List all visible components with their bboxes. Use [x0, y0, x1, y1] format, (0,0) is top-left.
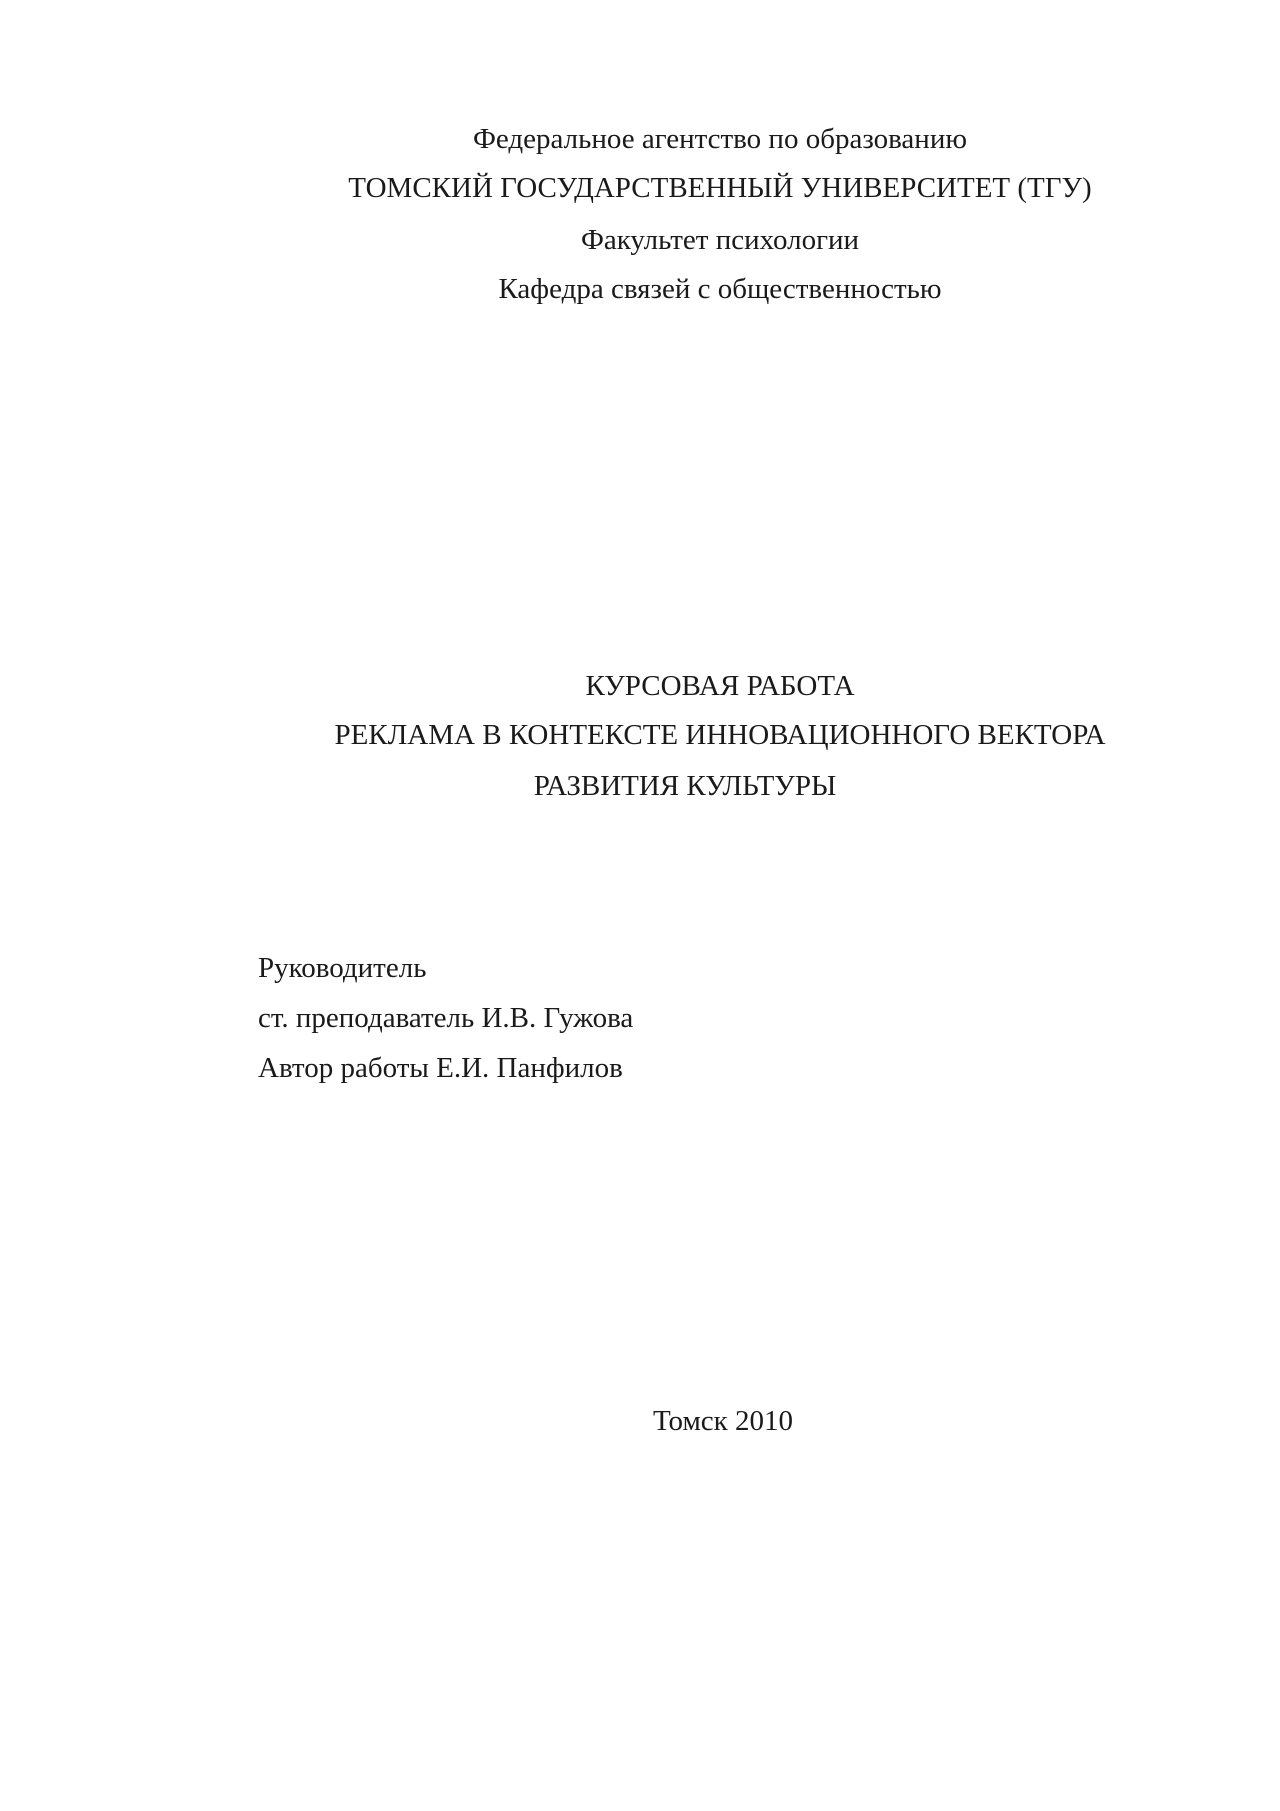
supervisor-label: Руководитель — [258, 952, 427, 984]
agency-line: Федеральное агентство по образованию — [472, 123, 968, 155]
author-name: Автор работы Е.И. Панфилов — [258, 1052, 623, 1084]
department-name: Кафедра связей с общественностью — [498, 273, 942, 305]
faculty-name: Факультет психологии — [580, 224, 860, 256]
supervisor-name: ст. преподаватель И.В. Гужова — [258, 1002, 634, 1034]
work-type: КУРСОВАЯ РАБОТА — [585, 670, 855, 702]
work-title-line1: РЕКЛАМА В КОНТЕКСТЕ ИННОВАЦИОННОГО ВЕКТОРА — [334, 719, 1106, 751]
work-title-line2: РАЗВИТИЯ КУЛЬТУРЫ — [533, 770, 837, 802]
university-name: ТОМСКИЙ ГОСУДАРСТВЕННЫЙ УНИВЕРСИТЕТ (ТГУ) — [348, 172, 1092, 204]
city-year: Томск 2010 — [652, 1405, 794, 1437]
